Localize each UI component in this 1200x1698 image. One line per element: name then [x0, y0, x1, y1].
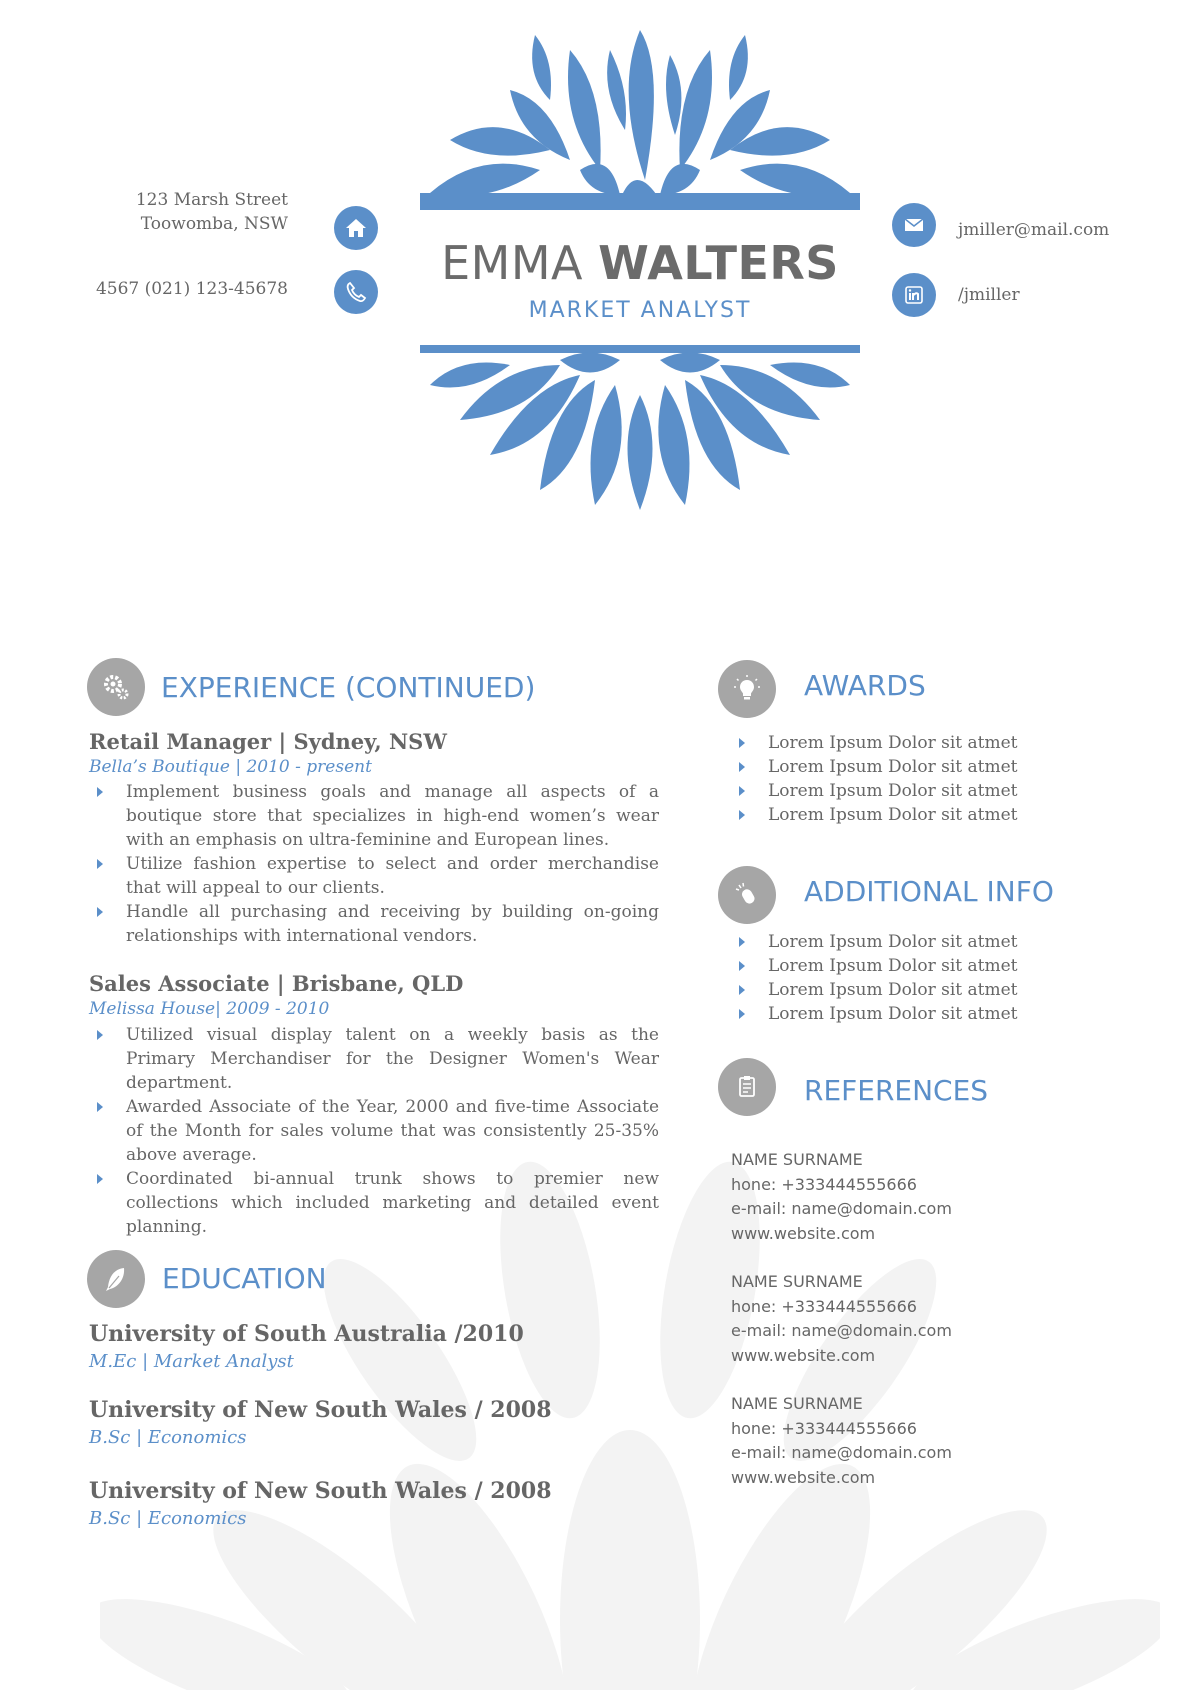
additional-info-list [731, 930, 1091, 1026]
flower-ornament-top [420, 30, 860, 210]
reference-name: NAME SURNAME [731, 1272, 863, 1291]
list-item: Lorem Ipsum Dolor sit atmet [731, 1002, 1091, 1026]
list-item: Lorem Ipsum Dolor sit atmet [731, 779, 1091, 803]
job-bullets [89, 780, 659, 948]
job-title: Sales Associate | Brisbane, QLD [89, 971, 464, 996]
references-section-title: REFERENCES [804, 1074, 989, 1107]
job-company: Bella’s Boutique | 2010 - present [89, 757, 372, 777]
job-bullets [89, 1023, 659, 1239]
list-item: Lorem Ipsum Dolor sit atmet [731, 803, 1091, 827]
reference-entry [731, 1148, 952, 1246]
education-degree: M.Ec | Market Analyst [89, 1351, 294, 1372]
flower-ornament-bottom [420, 345, 860, 510]
list-item: Lorem Ipsum Dolor sit atmet [731, 755, 1091, 779]
email-address[interactable]: jmiller@mail.com [958, 220, 1110, 240]
home-icon [334, 206, 378, 250]
candidate-name [420, 236, 860, 290]
reference-entry [731, 1392, 952, 1490]
reference-phone: hone: +333444555666 [731, 1418, 917, 1438]
job-title: Retail Manager | Sydney, NSW [89, 729, 447, 754]
list-item: Utilized visual display talent on a weekly basis as the Primary Merchandiser for the Designer Women's Wear department. [89, 1023, 659, 1095]
reference-name: NAME SURNAME [731, 1394, 863, 1413]
address-line-1: 123 Marsh Street [135, 190, 288, 210]
phone-number: 4567 (021) 123-45678 [95, 279, 288, 299]
education-degree: B.Sc | Economics [89, 1508, 247, 1529]
reference-email: e-mail: name@domain.com [731, 1321, 952, 1340]
reference-website: www.website.com [731, 1345, 876, 1365]
linkedin-icon [892, 273, 936, 317]
lightbulb-icon [718, 660, 776, 718]
reference-phone: hone: +333444555666 [731, 1296, 917, 1316]
additional-info-section-title: ADDITIONAL INFO [804, 875, 1054, 908]
list-item: Implement business goals and manage all aspects of a boutique store that specializes in high-end women’s wear with an emphasis on ultra-feminine and European lines. [89, 780, 659, 852]
education-degree: B.Sc | Economics [89, 1427, 247, 1448]
list-item: Handle all purchasing and receiving by building on-going relationships with international vendors. [89, 900, 659, 948]
reference-entry [731, 1270, 952, 1368]
list-item: Lorem Ipsum Dolor sit atmet [731, 954, 1091, 978]
list-item: Awarded Associate of the Year, 2000 and five-time Associate of the Month for sales volume that was consistently 25-35% above average. [89, 1095, 659, 1167]
awards-section-title: AWARDS [804, 669, 926, 702]
experience-section-title: EXPERIENCE (CONTINUED) [161, 671, 536, 704]
reference-website: www.website.com [731, 1223, 876, 1243]
list-item: Coordinated bi-annual trunk shows to premier new collections which included marketing and detailed event planning. [89, 1167, 659, 1239]
feather-icon [87, 1250, 145, 1308]
address-line-2: Toowomba, NSW [140, 214, 288, 234]
education-school: University of New South Wales / 2008 [89, 1478, 552, 1504]
phone-icon [334, 270, 378, 314]
first-name: EMMA [441, 236, 583, 290]
list-item: Lorem Ipsum Dolor sit atmet [731, 731, 1091, 755]
job-role: MARKET ANALYST [528, 298, 752, 323]
envelope-icon [892, 203, 936, 247]
reference-email: e-mail: name@domain.com [731, 1443, 952, 1462]
list-item: Lorem Ipsum Dolor sit atmet [731, 978, 1091, 1002]
linkedin-handle[interactable]: /jmiller [958, 285, 1020, 305]
clipboard-icon [718, 1058, 776, 1116]
awards-list [731, 731, 1091, 827]
mouse-click-icon [718, 866, 776, 924]
list-item: Utilize fashion expertise to select and order merchandise that will appeal to our clients. [89, 852, 659, 900]
gears-icon [87, 658, 145, 716]
reference-website: www.website.com [731, 1467, 876, 1487]
address-block [136, 188, 288, 236]
education-school: University of New South Wales / 2008 [89, 1397, 552, 1423]
list-item: Lorem Ipsum Dolor sit atmet [731, 930, 1091, 954]
reference-name: NAME SURNAME [731, 1150, 863, 1169]
reference-phone: hone: +333444555666 [731, 1174, 917, 1194]
last-name: WALTERS [598, 236, 839, 290]
job-company: Melissa House| 2009 - 2010 [89, 999, 330, 1019]
education-school: University of South Australia /2010 [89, 1321, 524, 1347]
education-section-title: EDUCATION [162, 1262, 327, 1295]
reference-email: e-mail: name@domain.com [731, 1199, 952, 1218]
